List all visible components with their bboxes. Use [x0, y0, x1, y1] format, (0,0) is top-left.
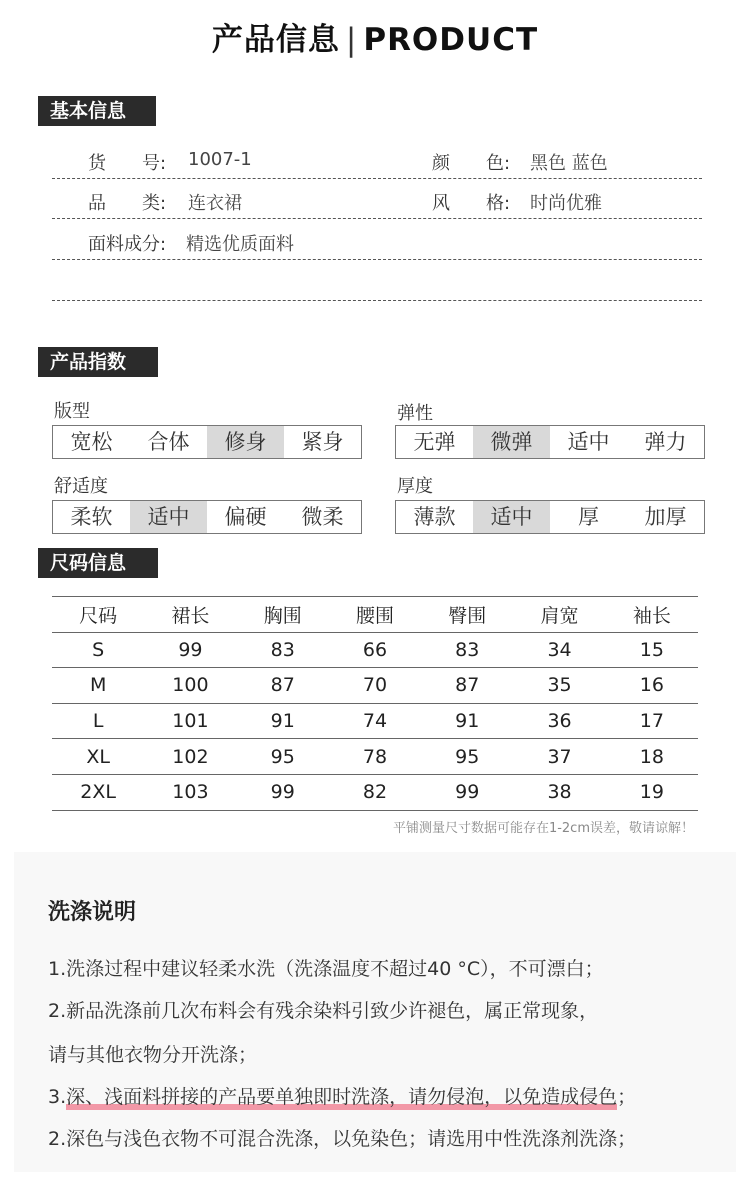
index-option: 合体 — [147, 430, 190, 454]
table-row — [52, 739, 698, 775]
table-cell: 101 — [144, 703, 236, 739]
washing-heading: 洗涤说明 — [48, 900, 137, 925]
table-cell: 35 — [513, 668, 605, 704]
index-option-selected: 修身 — [207, 426, 284, 458]
table-cell: 18 — [606, 739, 698, 775]
table-cell: 99 — [144, 632, 236, 668]
index-option-selected: 适中 — [130, 501, 207, 533]
info-row — [52, 141, 702, 179]
table-cell: 16 — [606, 668, 698, 704]
washing-line: 2.新品洗涤前几次布料会有残余染料引致少许褪色，属正常现象， — [48, 1000, 599, 1022]
title-cn: 产品信息 — [211, 22, 340, 58]
column-header: 臀围 — [421, 597, 513, 633]
column-header: 胸围 — [237, 597, 329, 633]
index-label-elasticity: 弹性 — [397, 403, 433, 424]
table-cell: 83 — [237, 632, 329, 668]
table-cell: 36 — [513, 703, 605, 739]
info-label: 颜 色: — [432, 153, 511, 174]
table-cell: 91 — [237, 703, 329, 739]
info-row — [52, 222, 702, 260]
index-label-fit: 版型 — [54, 401, 90, 422]
table-cell: 91 — [421, 703, 513, 739]
washing-line: 请与其他衣物分开洗涤； — [48, 1044, 258, 1066]
table-cell: 95 — [237, 739, 329, 775]
highlighted-text: 深、浅面料拼接的产品要单独即时洗涤，请勿侵泡，以免造成侵色 — [66, 1082, 617, 1110]
info-row — [52, 181, 702, 219]
index-option: 加厚 — [644, 505, 687, 529]
index-option: 偏硬 — [224, 505, 267, 529]
table-cell: 82 — [329, 774, 421, 810]
info-value: 精选优质面料 — [186, 234, 294, 255]
table-cell: S — [52, 632, 144, 668]
index-option: 无弹 — [413, 430, 456, 454]
table-cell: 87 — [237, 668, 329, 704]
page-title — [0, 14, 750, 59]
column-header: 腰围 — [329, 597, 421, 633]
table-cell: 15 — [606, 632, 698, 668]
index-option: 宽松 — [70, 430, 113, 454]
measurement-note: 平铺测量尺寸数据可能存在1-2cm误差，敬请谅解！ — [392, 821, 694, 836]
index-option: 微柔 — [301, 505, 344, 529]
index-scale-comfort — [52, 500, 362, 534]
column-header: 袖长 — [606, 597, 698, 633]
table-cell: L — [52, 703, 144, 739]
table-cell: 103 — [144, 774, 236, 810]
size-table-header — [52, 597, 698, 633]
product-index-heading: 产品指数 — [38, 347, 158, 377]
table-cell: 100 — [144, 668, 236, 704]
table-cell: 2XL — [52, 774, 144, 810]
washing-line: 2.深色与浅色衣物不可混合洗涤，以免染色；请选用中性洗涤剂洗涤； — [48, 1128, 637, 1150]
index-option-selected: 微弹 — [473, 426, 550, 458]
table-row — [52, 774, 698, 810]
table-cell: 83 — [421, 632, 513, 668]
table-cell: 99 — [421, 774, 513, 810]
index-option: 紧身 — [301, 430, 344, 454]
index-option: 弹力 — [644, 430, 687, 454]
table-cell: 38 — [513, 774, 605, 810]
index-option: 厚 — [578, 505, 599, 529]
table-cell: 74 — [329, 703, 421, 739]
info-value: 连衣裙 — [188, 193, 242, 214]
title-separator: | — [345, 22, 358, 58]
washing-line-highlighted — [48, 1082, 636, 1110]
table-row — [52, 703, 698, 739]
size-table — [52, 596, 698, 811]
table-cell: 17 — [606, 703, 698, 739]
table-cell: 95 — [421, 739, 513, 775]
info-value: 黑色 蓝色 — [530, 153, 608, 174]
table-cell: 78 — [329, 739, 421, 775]
index-scale-thickness — [395, 500, 705, 534]
info-label: 面料成分: — [88, 234, 167, 255]
info-value: 时尚优雅 — [530, 193, 602, 214]
title-en: PRODUCT — [363, 22, 539, 58]
table-cell: 70 — [329, 668, 421, 704]
index-option: 薄款 — [413, 505, 456, 529]
index-label-comfort: 舒适度 — [54, 476, 108, 497]
size-info-heading: 尺码信息 — [38, 548, 158, 578]
table-cell: 34 — [513, 632, 605, 668]
info-label: 货 号: — [88, 153, 167, 174]
index-scale-fit — [52, 425, 362, 459]
index-option-selected: 适中 — [473, 501, 550, 533]
table-cell: 99 — [237, 774, 329, 810]
index-scale-elasticity — [395, 425, 705, 459]
column-header: 肩宽 — [513, 597, 605, 633]
table-cell: 87 — [421, 668, 513, 704]
table-cell: 102 — [144, 739, 236, 775]
info-row-empty — [52, 263, 702, 301]
table-cell: M — [52, 668, 144, 704]
washing-line: 1.洗涤过程中建议轻柔水洗（洗涤温度不超过40 °C），不可漂白； — [48, 958, 604, 980]
table-row — [52, 668, 698, 704]
index-option: 适中 — [567, 430, 610, 454]
table-cell: XL — [52, 739, 144, 775]
info-label: 风 格: — [432, 193, 511, 214]
basic-info-heading: 基本信息 — [38, 96, 156, 126]
table-cell: 19 — [606, 774, 698, 810]
index-label-thickness: 厚度 — [397, 476, 433, 497]
info-label: 品 类: — [88, 193, 167, 214]
column-header: 尺码 — [52, 597, 144, 633]
column-header: 裙长 — [144, 597, 236, 633]
washing-line-prefix: 3. — [48, 1086, 67, 1108]
index-option: 柔软 — [70, 505, 113, 529]
info-value: 1007-1 — [188, 149, 252, 170]
table-row — [52, 632, 698, 668]
table-cell: 66 — [329, 632, 421, 668]
table-cell: 37 — [513, 739, 605, 775]
washing-line-suffix: ； — [617, 1086, 637, 1108]
